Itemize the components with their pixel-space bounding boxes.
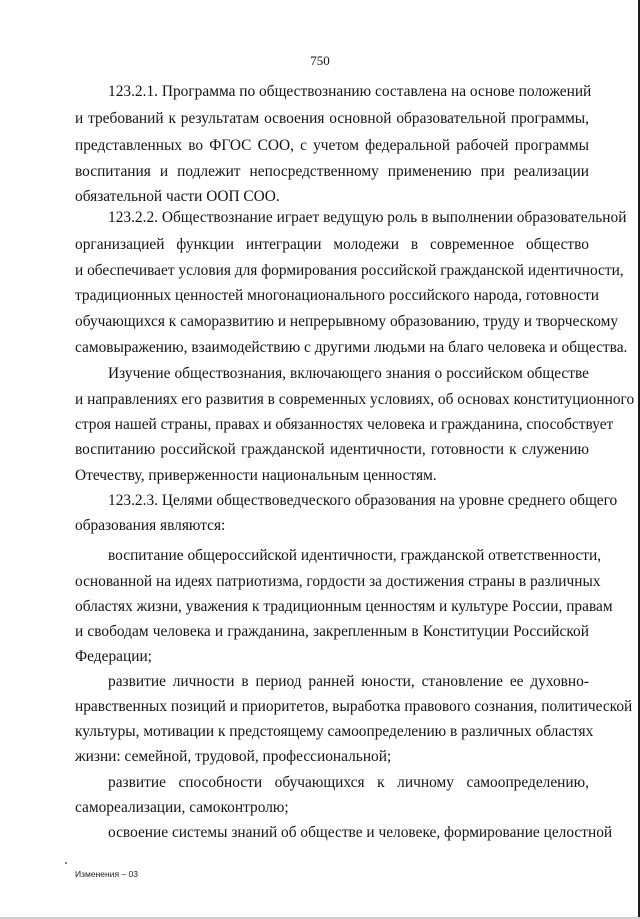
footer-revision-note: Изменения – 03 [75, 869, 138, 879]
paragraph-3-line-2: и направлениях его развития в современных условиях, об основах конституционного [75, 391, 635, 408]
paragraph-2-line-6: самовыражению, взаимодействию с другими людьми на благо человека и общества. [75, 339, 628, 356]
list-item-1-line-5: Федерации; [75, 648, 152, 665]
paragraph-3-line-4: воспитанию российской гражданской идентичности, готовности к служению [75, 441, 589, 458]
paragraph-3-line-5: Отечеству, приверженности национальным ценностям. [75, 467, 437, 484]
paragraph-4-line-1: 123.2.3. Целями обществоведческого образования на уровне среднего общего [108, 492, 618, 509]
list-item-3-line-2: самореализации, самоконтролю; [75, 799, 289, 816]
list-item-2-line-2: нравственных позиций и приоритетов, выработка правового сознания, политической [75, 698, 633, 715]
scan-speck [65, 862, 67, 864]
list-item-1-line-3: областях жизни, уважения к традиционным ценностям и культуре России, правам [75, 598, 613, 615]
paragraph-2-line-1: 123.2.2. Обществознание играет ведущую роль в выполнении образовательной [108, 209, 627, 226]
list-item-2-line-4: жизни: семейной, трудовой, профессиональной; [75, 748, 392, 765]
paragraph-1-line-5: обязательной части ООП СОО. [75, 188, 280, 205]
page-number: 750 [310, 53, 330, 68]
list-item-1-line-4: и свободам человека и гражданина, закрепленным в Конституции Российской [75, 623, 589, 640]
list-item-2-line-1: развитие личности в период ранней юности, становление ее духовно- [108, 673, 589, 690]
list-item-2-line-3: культуры, мотивации к предстоящему самоопределению в различных областях [75, 723, 594, 740]
paragraph-2-line-4: традиционных ценностей многонационального российского народа, готовности [75, 287, 599, 304]
paragraph-4-line-2: образования являются: [75, 517, 226, 534]
paragraph-1-line-4: воспитания и подлежит непосредственному применению при реализации [75, 163, 589, 180]
paragraph-2-line-3: и обеспечивает условия для формирования российской гражданской идентичности, [75, 262, 624, 279]
list-item-3-line-1: развитие способности обучающихся к личному самоопределению, [108, 774, 589, 791]
list-item-4-line-1: освоение системы знаний об обществе и человеке, формирование целостной [108, 824, 613, 841]
list-item-1-line-2: основанной на идеях патриотизма, гордости за достижения страны в различных [75, 573, 601, 590]
paragraph-1-line-3: представленных во ФГОС СОО, с учетом федеральной рабочей программы [75, 137, 589, 154]
paragraph-2-line-5: обучающихся к саморазвитию и непрерывному образованию, труду и творческому [75, 313, 619, 330]
paragraph-2-line-2: организацией функции интеграции молодежи в современное общество [75, 236, 589, 253]
paragraph-1-line-1: 123.2.1. Программа по обществознанию составлена на основе положений [108, 83, 592, 100]
paragraph-3-line-1: Изучение обществознания, включающего знания о российском обществе [108, 365, 589, 382]
list-item-1-line-1: воспитание общероссийской идентичности, гражданской ответственности, [108, 547, 602, 564]
paragraph-3-line-3: строя нашей страны, правах и обязанностях человека и гражданина, способствует [75, 416, 614, 433]
paragraph-1-line-2: и требований к результатам освоения основной образовательной программы, [75, 110, 589, 127]
